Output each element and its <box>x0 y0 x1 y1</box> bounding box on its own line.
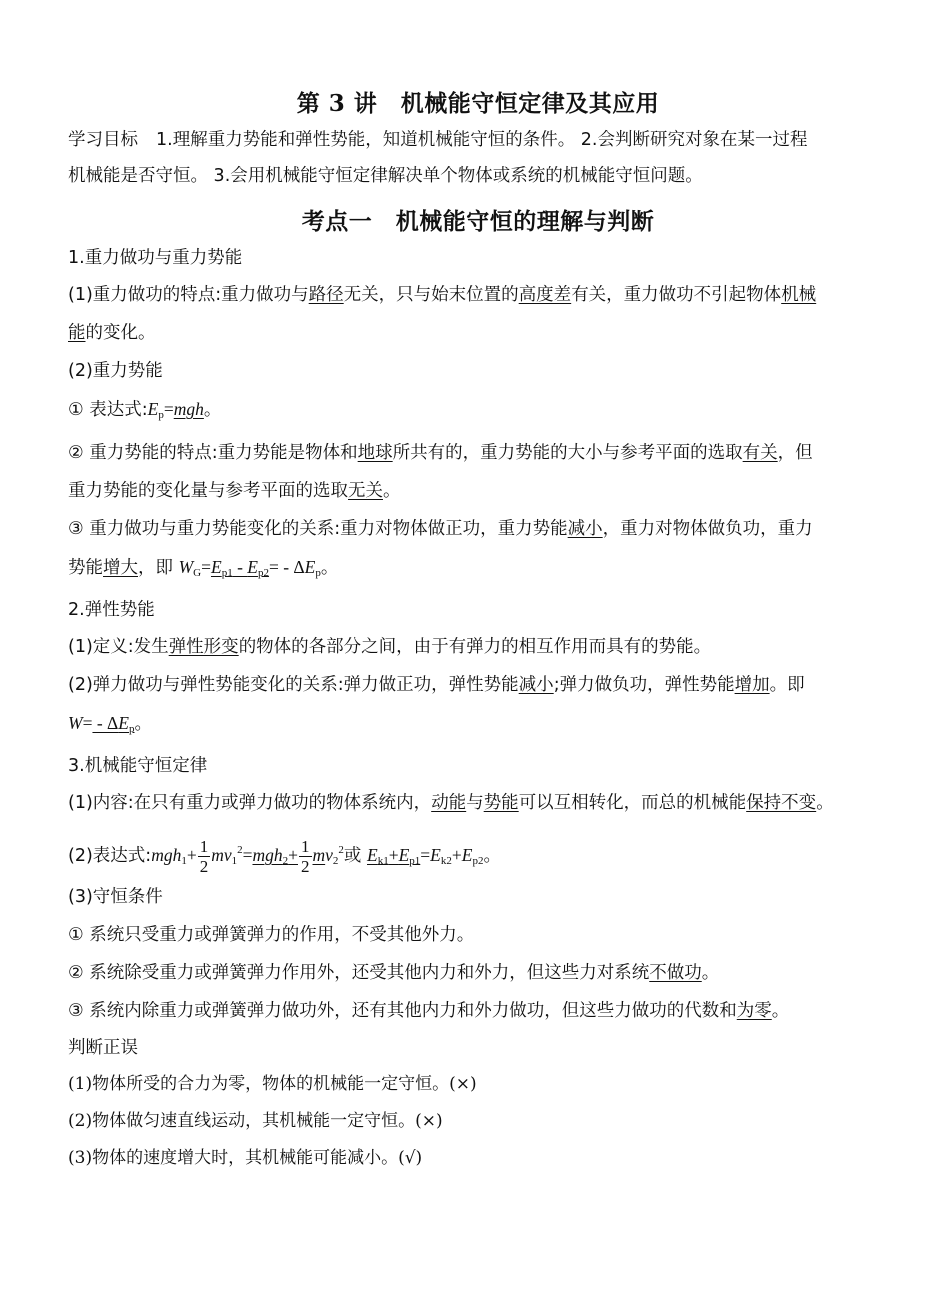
blank-mgh: mgh <box>173 399 204 419</box>
judge-item: (1)物体所受的合力为零，物体的机械能一定守恒。(×) <box>68 1074 477 1094</box>
para-elastic-relation-cont: $W= - \Delta E_p$。 <box>68 713 152 735</box>
goals-line2: 机械能是否守恒。 3.会用机械能守恒定律解决单个物体或系统的机械能守恒问题。 <box>68 166 703 186</box>
para-work-pe-relation: ③ 重力做功与重力势能变化的关系:重力对物体做正功，重力势能减小，重力对物体做负功，重力 <box>68 519 813 539</box>
para-expression: ① 表达式$:E_p=mgh$。 <box>68 399 222 421</box>
fraction-half: $\frac{1}{2}$ <box>199 836 209 876</box>
para-law-content: (1)内容:在只有重力或弹力做功的物体系统内，动能与势能可以互相转化，而总的机械能保持不变。 <box>68 793 834 813</box>
blank-elastic-deformation: 弹性形变 <box>168 637 239 657</box>
blank-mechanical-1: 机械 <box>781 285 817 305</box>
para-gravity-pe-feature-cont: 重力势能的变化量与参考平面的选取无关。 <box>68 481 401 501</box>
heading-elastic-pe: 2.弹性势能 <box>68 600 155 620</box>
blank-no-work: 不做功 <box>649 963 702 983</box>
blank-neg-delta-ep: - $\Delta E_p$ <box>92 713 135 735</box>
para-law-expression: (2)表达式:mgh$_1$+ $\frac{1}{2}$ $mv_1^2=mgh_2+$ $\frac{1}{2}$ $mv_2^2$或 $E_{k1}+E_{p1}=E_{k2}+E_{p2}$。 <box>68 836 501 876</box>
blank-unrelated: 无关 <box>348 481 383 501</box>
condition-3: ③ 系统内除重力或弹簧弹力做功外，还有其他内力和外力做功，但这些力做功的代数和为零。 <box>68 1001 790 1021</box>
blank-earth: 地球 <box>357 443 393 463</box>
learning-goals <box>68 122 888 194</box>
blank-zero: 为零 <box>736 1001 772 1021</box>
blank-elastic-decrease: 减小 <box>518 675 554 695</box>
blank-ek1-ep1: $E_{k1}+E_{p1}$ <box>367 845 421 867</box>
goals-label: 学习目标 <box>68 130 138 150</box>
section-title: 考点一 机械能守恒的理解与判断 <box>301 208 655 235</box>
para-elastic-relation: (2)弹力做功与弹性势能变化的关系:弹力做正功，弹性势能减小;弹力做负功，弹性势能增加。即 <box>68 675 805 695</box>
para-gravity-pe-feature: ② 重力势能的特点:重力势能是物体和地球所共有的，重力势能的大小与参考平面的选取有关，但 <box>68 443 813 463</box>
condition-2: ② 系统除受重力或弹簧弹力作用外，还受其他内力和外力，但这些力对系统不做功。 <box>68 963 720 983</box>
fraction-half-2: $\frac{1}{2}$ <box>301 836 310 876</box>
heading-gravity-work: 1.重力做功与重力势能 <box>68 248 243 268</box>
blank-unchanged: 保持不变 <box>746 793 817 813</box>
blank-potential: 势能 <box>483 793 519 813</box>
heading-conservation-law: 3.机械能守恒定律 <box>68 756 208 776</box>
blank-m: m <box>312 845 326 865</box>
blank-related: 有关 <box>742 443 778 463</box>
para-work-pe-relation-cont: 势能增大，即 $W_G=E_{p1} - E_{p2}= - \Delta E_p$。 <box>68 557 339 579</box>
subheading-conditions: (3)守恒条件 <box>68 887 163 907</box>
blank-path: 路径 <box>308 285 344 305</box>
document-page <box>68 86 888 1177</box>
judge-item: (3)物体的速度增大时，其机械能可能减小。(√) <box>68 1148 423 1168</box>
blank-height-diff: 高度差 <box>518 285 572 305</box>
blank-mgh2: mgh$_2$+ <box>252 845 298 867</box>
lecture-title: 第 3 讲 机械能守恒定律及其应用 <box>296 90 660 117</box>
blank-mechanical-2: 能 <box>68 323 86 343</box>
blank-decrease: 减小 <box>567 519 603 539</box>
blank-ep-difference: $E_{p1} - E_{p2}$ <box>210 557 269 579</box>
para-gravity-work-feature: (1)重力做功的特点:重力做功与路径无关，只与始末位置的高度差有关，重力做功不引起物体机械 <box>68 285 817 305</box>
goals-line1: 1.理解重力势能和弹性势能，知道机械能守恒的条件。 2.会判断研究对象在某一过程 <box>156 130 808 150</box>
condition-1: ① 系统只受重力或弹簧弹力的作用，不受其他外力。 <box>68 925 475 945</box>
para-gravity-work-feature-cont: 能的变化。 <box>68 323 156 343</box>
para-elastic-definition: (1)定义:发生弹性形变的物体的各部分之间，由于有弹力的相互作用而具有的势能。 <box>68 637 712 657</box>
judge-item: (2)物体做匀速直线运动，其机械能一定守恒。(×) <box>68 1111 443 1131</box>
blank-kinetic: 动能 <box>431 793 467 813</box>
subheading-gravity-pe: (2)重力势能 <box>68 361 163 381</box>
judge-heading: 判断正误 <box>68 1038 138 1058</box>
blank-elastic-increase: 增加 <box>734 675 770 695</box>
blank-increase: 增大 <box>103 558 138 578</box>
